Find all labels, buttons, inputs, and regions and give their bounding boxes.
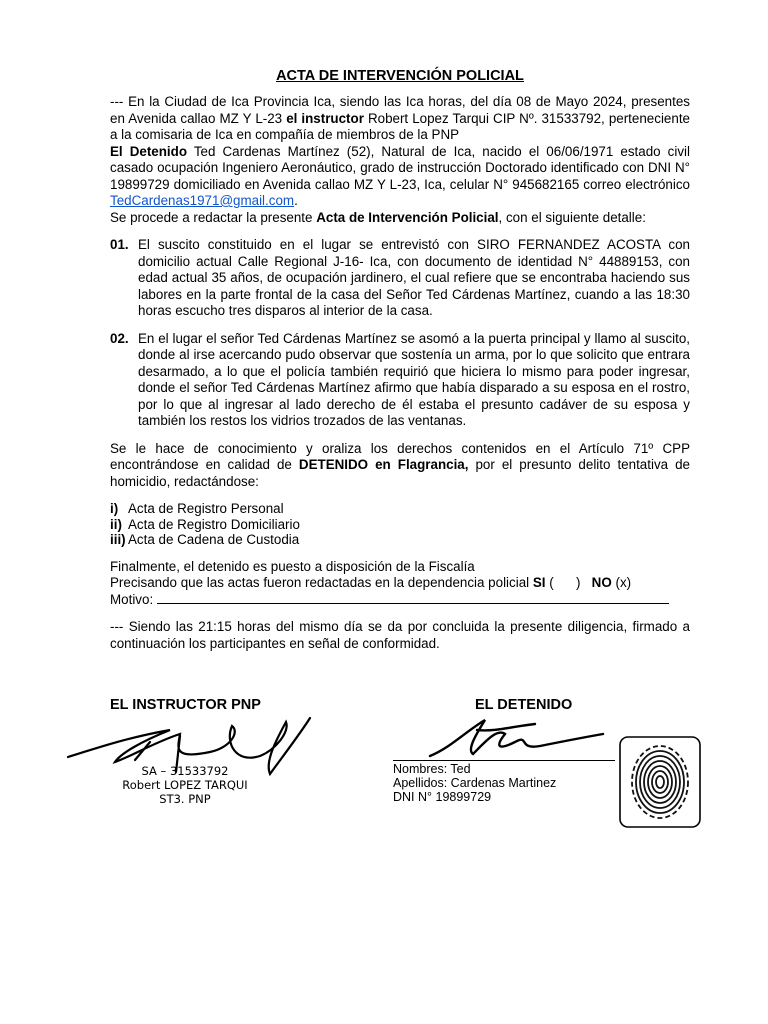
act-item-1: i) Acta de Registro Personal: [110, 501, 284, 516]
intro-paragraph-3: Se procede a redactar la presente Acta de Intervención Policial, con el siguiente detalle:: [110, 209, 646, 225]
intro-paragraph-2: El Detenido Ted Cardenas Martínez (52), Natural de Ica, nacido el 06/06/1971 estado civil casado ocupación Ingeniero Aeronáutico, grado de instrucción Doctorado identificado con DNI N° 19899729 domiciliado en Avenida callao MZ Y L-23, Ica, celular N° 945682165 correo electrónico TedCardenas1971@gmail.com.: [110, 143, 690, 208]
rights-paragraph: Se le hace de conocimiento y oraliza los derechos contenidos en el Artículo 71º CPP encontrándose en calidad de DETENIDO en Flagrancia, por el presunto delito tentativa de homicidio, redactándose:: [110, 440, 690, 489]
detenido-signature: [425, 712, 615, 762]
precisando-line: Precisando que las actas fueron redactadas en la dependencia policial SI ( ) NO (x): [110, 575, 632, 590]
motivo-line: Motivo:: [110, 592, 690, 609]
fingerprint-icon: [619, 736, 701, 828]
act-item-3: iii) Acta de Cadena de Custodia: [110, 532, 300, 547]
fiscalia-line: Finalmente, el detenido es puesto a disposición de la Fiscalía: [110, 558, 475, 574]
document-title: ACTA DE INTERVENCIÓN POLICIAL: [276, 68, 524, 84]
email-link[interactable]: TedCardenas1971@gmail.com: [110, 193, 295, 208]
document-body: [110, 68, 690, 652]
intro-paragraph-1: --- En la Ciudad de Ica Provincia Ica, siendo las Ica horas, del día 08 de Mayo 2024, presentes en Avenida callao MZ Y L-23 el instructor Robert Lopez Tarqui CIP Nº. 31533792, perteneciente a la comisaria de Ica en compañía de miembros de la PNP: [110, 94, 690, 142]
detenido-signature-block: Nombres: Ted Apellidos: Cardenas Martinez DNI N° 19899729: [393, 762, 557, 804]
detail-item-02: 02. En el lugar el señor Ted Cárdenas Martínez se asomó a la puerta principal y llamo al suscito, donde al irse acercando pudo observar que sostenía un arma, por lo que solicito que entrara desarmado, a lo que el policía también requirió que hiciera lo mismo para poder ingresar, donde el señor Ted Cárdenas Martínez afirmo que había disparado a su esposa en el rostro, por lo que al ingresar al lado derecho de él estaba el presunto cadáver de su esposa y también los restos los vidrios trozados de las ventanas.: [110, 330, 690, 428]
instructor-signature-block: SA – 31533792 Robert LOPEZ TARQUI ST3. PNP: [122, 764, 248, 806]
closing-paragraph: --- Siendo las 21:15 horas del mismo día se da por concluida la presente diligencia, firmado a continuación los participantes en señal de conformidad.: [110, 619, 690, 651]
instructor-heading: EL INSTRUCTOR PNP: [110, 697, 261, 713]
detenido-heading: EL DETENIDO: [475, 697, 573, 713]
motivo-blank: [157, 592, 669, 604]
detenido-signature-line: [393, 760, 615, 761]
detail-item-01: 01. El suscito constituido en el lugar se entrevistó con SIRO FERNANDEZ ACOSTA con domicilio actual Calle Regional J-16- Ica, con documento de identidad N° 44889153, con edad actual 35 años, de ocupación jardinero, el cual refiere que se encontraba haciendo sus labores en la parte frontal de la casa del Señor Ted Cárdenas Martínez, cuando a las 18:30 horas escucho tres disparos al interior de la casa.: [110, 237, 690, 318]
act-item-2: ii) Acta de Registro Domiciliario: [110, 516, 300, 532]
